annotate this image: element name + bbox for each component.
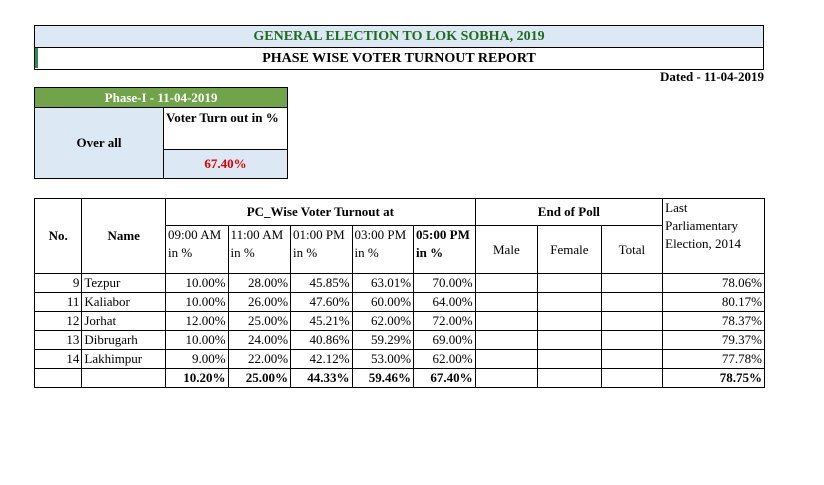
cell-turnout: 25.00% [228, 312, 291, 331]
report-subtitle: PHASE WISE VOTER TURNOUT REPORT [262, 51, 536, 66]
totals-row [35, 369, 765, 388]
cell-pc-name: Lakhimpur [82, 350, 166, 369]
cell-turnout: 10.00% [166, 331, 229, 350]
cell-pc-name: Dibrugarh [82, 331, 166, 350]
cell-end-of-poll [601, 293, 663, 312]
time-slot-header [228, 226, 291, 274]
time-slot-header [291, 226, 353, 274]
cell-turnout: 45.85% [291, 274, 353, 293]
cell-end-of-poll [475, 350, 538, 369]
time-slot-unit: in % [230, 245, 255, 260]
col-header-end-of-poll: End of Poll [475, 199, 663, 226]
time-slot-header [166, 226, 229, 274]
time-slot-label: 09:00 AM [168, 227, 222, 242]
phase-summary-box [34, 87, 288, 179]
cell-end-of-poll [538, 293, 602, 312]
cell-last-election: 80.17% [663, 293, 765, 312]
time-slot-unit: in % [354, 245, 379, 260]
cell-pc-no: 11 [35, 293, 82, 312]
cell-turnout: 45.21% [291, 312, 353, 331]
turnout-table [34, 198, 765, 388]
cell-turnout: 40.86% [291, 331, 353, 350]
cell-end-of-poll [601, 274, 663, 293]
cell-pc-name: Tezpur [82, 274, 166, 293]
cell-total-turnout: 25.00% [228, 369, 291, 388]
cell-turnout: 9.00% [166, 350, 229, 369]
table-row [35, 350, 765, 369]
cell-end-of-poll [601, 331, 663, 350]
cell-turnout: 26.00% [228, 293, 291, 312]
time-slot-label: 11:00 AM [230, 227, 284, 242]
cell-pc-no: 14 [35, 350, 82, 369]
cell-turnout: 62.00% [352, 312, 414, 331]
table-row [35, 274, 765, 293]
cell-total-turnout: 10.20% [166, 369, 229, 388]
cell-last-election: 77.78% [663, 350, 765, 369]
cell-end-of-poll [601, 312, 663, 331]
cell-end-of-poll [538, 369, 602, 388]
time-slot-header [414, 226, 476, 274]
col-header-female: Female [538, 226, 602, 274]
cell-last-election: 78.06% [663, 274, 765, 293]
report-date: Dated - 11-04-2019 [660, 69, 764, 84]
cell-pc-no: 12 [35, 312, 82, 331]
cell-total-turnout: 67.40% [414, 369, 476, 388]
cell-turnout: 69.00% [414, 331, 476, 350]
cell-end-of-poll [475, 274, 538, 293]
cell-turnout: 10.00% [166, 274, 229, 293]
cell-turnout: 47.60% [291, 293, 353, 312]
time-slot-unit: in % [416, 245, 444, 260]
cell-end-of-poll [538, 331, 602, 350]
cell-turnout: 62.00% [414, 350, 476, 369]
cell-end-of-poll [601, 350, 663, 369]
cell-pc-name: Jorhat [82, 312, 166, 331]
cell-turnout: 60.00% [352, 293, 414, 312]
report-title: GENERAL ELECTION TO LOK SOBHA, 2019 [35, 26, 763, 48]
cell-end-of-poll [475, 369, 538, 388]
time-slot-label: 05:00 PM [416, 227, 470, 242]
col-header-no: No. [35, 199, 82, 274]
cell-turnout: 12.00% [166, 312, 229, 331]
col-header-name: Name [82, 199, 166, 274]
cell-last-election: 79.37% [663, 331, 765, 350]
cell-turnout: 28.00% [228, 274, 291, 293]
cell-pc-no: 13 [35, 331, 82, 350]
time-slot-unit: in % [168, 245, 193, 260]
phase-label: Phase-I - 11-04-2019 [35, 88, 288, 108]
table-row [35, 312, 765, 331]
cell-turnout: 70.00% [414, 274, 476, 293]
overall-label: Over all [35, 108, 164, 179]
cell-end-of-poll [538, 274, 602, 293]
time-slot-label: 01:00 PM [293, 227, 345, 242]
cell-end-of-poll [538, 350, 602, 369]
cell-end-of-poll [475, 331, 538, 350]
cell-turnout: 59.29% [352, 331, 414, 350]
overall-turnout-value: 67.40% [164, 149, 288, 178]
cell-total-blank [82, 369, 166, 388]
cell-end-of-poll [601, 369, 663, 388]
col-header-total: Total [601, 226, 663, 274]
cell-pc-no: 9 [35, 274, 82, 293]
cell-last-election: 78.37% [663, 312, 765, 331]
table-row [35, 293, 765, 312]
col-header-pc-wise: PC_Wise Voter Turnout at [166, 199, 476, 226]
cell-total-last-election: 78.75% [663, 369, 765, 388]
time-slot-unit: in % [293, 245, 318, 260]
cell-total-turnout: 44.33% [291, 369, 353, 388]
time-slot-header [352, 226, 414, 274]
cell-turnout: 64.00% [414, 293, 476, 312]
table-row [35, 331, 765, 350]
cell-pc-name: Kaliabor [82, 293, 166, 312]
cell-end-of-poll [538, 312, 602, 331]
cell-total-turnout: 59.46% [352, 369, 414, 388]
turnout-label: Voter Turn out in % [164, 108, 288, 150]
cell-turnout: 22.00% [228, 350, 291, 369]
cell-turnout: 53.00% [352, 350, 414, 369]
cell-total-blank [35, 369, 82, 388]
time-slot-label: 03:00 PM [354, 227, 407, 242]
col-header-male: Male [475, 226, 538, 274]
cell-turnout: 63.01% [352, 274, 414, 293]
cell-turnout: 10.00% [166, 293, 229, 312]
cell-turnout: 24.00% [228, 331, 291, 350]
cell-turnout: 72.00% [414, 312, 476, 331]
cell-end-of-poll [475, 312, 538, 331]
report-header [34, 25, 764, 70]
col-header-last-election: Last Parliamentary Election, 2014 [663, 199, 765, 274]
cell-turnout: 42.12% [291, 350, 353, 369]
cell-end-of-poll [475, 293, 538, 312]
